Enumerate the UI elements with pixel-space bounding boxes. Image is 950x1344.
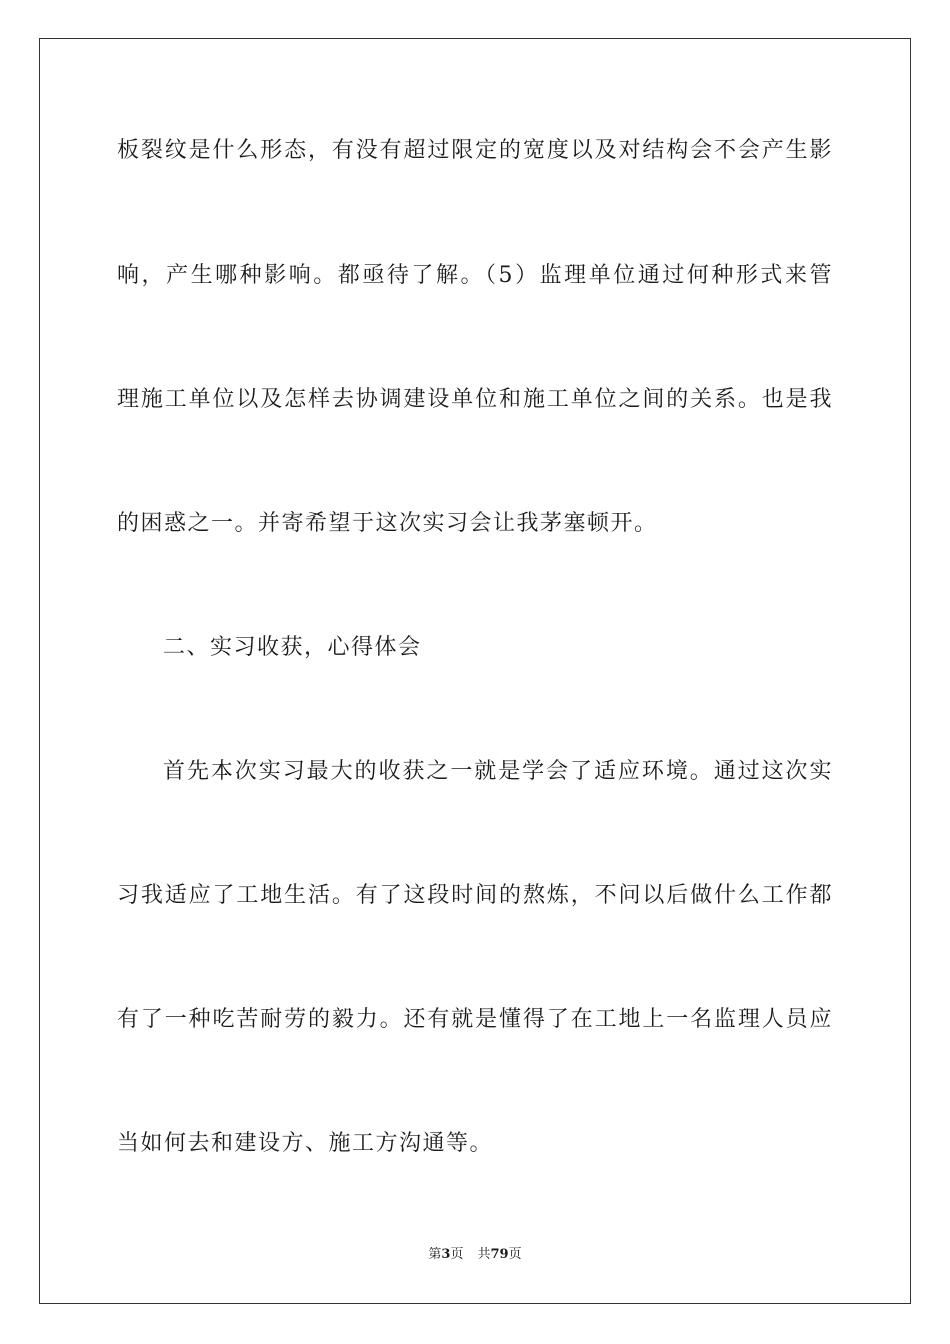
- page-suffix: 页: [450, 1247, 464, 1262]
- page-footer: [0, 1246, 950, 1264]
- text-line: 有了一种吃苦耐劳的毅力。还有就是懂得了在工地上一名监理人员应: [117, 1007, 833, 1032]
- text-line: 响，产生哪种影响。都亟待了解。（5）监理单位通过何种形式来管: [117, 263, 833, 288]
- text-line: 理施工单位以及怎样去协调建设单位和施工单位之间的关系。也是我: [117, 387, 833, 412]
- text-line: 当如何去和建设方、施工方沟通等。: [117, 1131, 494, 1156]
- total-prefix: 共: [477, 1247, 491, 1262]
- text-line: 习我适应了工地生活。有了这段时间的熬炼，不问以后做什么工作都: [117, 883, 833, 908]
- total-suffix: 页: [508, 1247, 522, 1262]
- section-heading: 二、实习收获，心得体会: [163, 635, 422, 660]
- text-line: 首先本次实习最大的收获之一就是学会了适应环境。通过这次实: [163, 759, 833, 784]
- page-prefix: 第: [428, 1247, 442, 1262]
- page-number: 3: [441, 1247, 451, 1262]
- page-frame: [39, 38, 911, 1304]
- text-line: 板裂纹是什么形态，有没有超过限定的宽度以及对结构会不会产生影: [117, 138, 833, 163]
- text-line: 的困惑之一。并寄希望于这次实习会让我茅塞顿开。: [117, 511, 658, 536]
- total-pages: 79: [490, 1247, 509, 1262]
